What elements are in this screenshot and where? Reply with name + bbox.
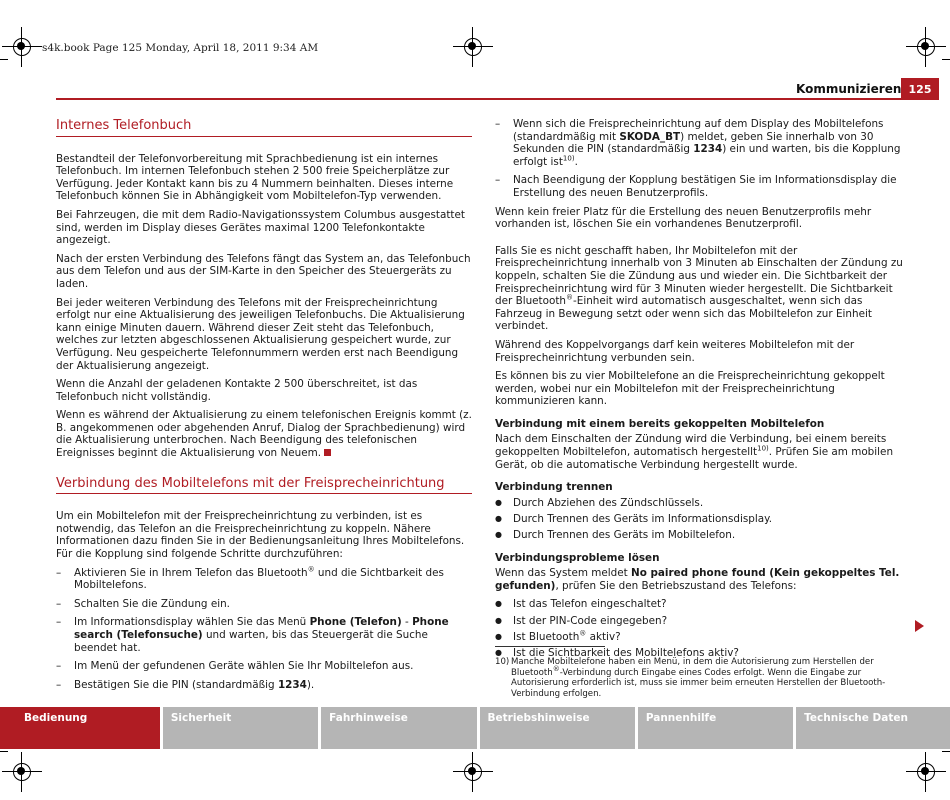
paragraph: Falls Sie es nicht geschafft haben, Ihr Mobiltelefon mit der Freisprecheinrichtung innerhalb von 3 Minuten ab Einschalten der Zündung zu koppeln, schalten Sie die Zündung aus und wieder ein. Die Sichtbarkeit der Freisprecheinrichtung wird für 3 Minuten wieder hergestellt. Die Sichtbarkeit der Bluetooth®-Einheit wird automatisch ausgeschaltet, wenn sich das Fahrzeug in Bewegung setzt oder wenn sich das Mobiltelefon zur Einheit verbindet.	[495, 244, 903, 333]
section-heading-phonebook: Internes Telefonbuch	[56, 120, 472, 137]
footnote-reference: 10)	[757, 444, 769, 453]
crop-mark-bottom-left	[2, 752, 42, 792]
crop-mark-bottom-center	[453, 752, 493, 792]
right-column	[495, 118, 912, 663]
list-item: ● Durch Trennen des Geräts im Mobiltelefon.	[495, 529, 912, 542]
list-item: ● Ist das Telefon eingeschaltet?	[495, 598, 912, 611]
step-list-continued	[495, 118, 912, 200]
list-item: – Aktivieren Sie in Ihrem Telefon das Bluetooth® und die Sichtbarkeit des Mobiltelefons.	[56, 567, 472, 592]
list-item: – Bestätigen Sie die PIN (standardmäßig 1234).	[56, 679, 472, 692]
list-item: ● Durch Abziehen des Zündschlüssels.	[495, 497, 912, 510]
trim-line	[942, 751, 950, 752]
list-item: ● Durch Trennen des Geräts im Informationsdisplay.	[495, 513, 912, 526]
paragraph: Es können bis zu vier Mobiltelefone an die Freisprecheinrichtung gekoppelt werden, wobei nur ein Mobiltelefon mit der Freisprecheinrichtung kommunizieren kann.	[495, 370, 885, 408]
footnote-rule	[495, 646, 605, 647]
list-item: – Nach Beendigung der Kopplung bestätigen Sie im Informationsdisplay die Erstellung des neuen Benutzerprofils.	[495, 174, 912, 199]
section-heading-connection: Verbindung des Mobiltelefons mit der Freisprecheinrichtung	[56, 478, 472, 495]
paragraph: Wenn es während der Aktualisierung zu einem telefonischen Ereignis kommt (z. B. angekommenen oder abgehenden Anruf, Dialog der Sprachbedienung) wird die Aktualisierung unterbrochen. Nach Beendigung des telefonischen Ereignisses beginnt die Aktualisierung von Neuem.	[56, 409, 472, 460]
tab-sicherheit[interactable]: Sicherheit	[163, 707, 318, 749]
trim-line	[0, 59, 8, 60]
crop-mark-top-left	[2, 27, 42, 67]
tab-fahrhinweise[interactable]: Fahrhinweise	[321, 707, 476, 749]
crop-mark-bottom-right	[906, 752, 946, 792]
paragraph: Wenn das System meldet No paired phone found (Kein gekoppeltes Tel. gefunden), prüfen Sie den Betriebszustand des Telefons:	[495, 567, 900, 592]
subheading: Verbindungsprobleme lösen	[495, 551, 660, 564]
crop-mark-top-right	[906, 27, 946, 67]
paragraph: Um ein Mobiltelefon mit der Freisprecheinrichtung zu verbinden, ist es notwendig, das Telefon an die Freisprecheinrichtung zu koppeln. Nähere Informationen dazu finden Sie in der Bedienungsanleitung Ihres Mobiltelefons. Für die Kopplung sind folgende Schritte durchzuführen:	[56, 510, 465, 561]
tab-bedienung[interactable]: Bedienung	[0, 707, 160, 749]
paragraph: Bei jeder weiteren Verbindung des Telefons mit der Freisprecheinrichtung erfolgt nur eine Aktualisierung des jeweiligen Telefonbuchs. Die Aktualisierung kann einige Minuten dauern. Während dieser Zeit steht das Telefonbuch, welches zur letzten abgeschlossenen Aktualisierung gespeichert wurde, zur Verfügung. Neu gespeicherte Telefonnummern werden erst nach Beendigung der Aktualisierung angezeigt.	[56, 296, 465, 372]
footnote-number: 10)	[495, 657, 510, 667]
list-item: – Schalten Sie die Zündung ein.	[56, 598, 472, 611]
list-item: ● Ist Bluetooth® aktiv?	[495, 631, 912, 644]
footnote	[495, 657, 913, 699]
page-number: 125	[901, 78, 939, 100]
list-item: ● Ist der PIN-Code eingegeben?	[495, 615, 912, 628]
tab-pannenhilfe[interactable]: Pannenhilfe	[638, 707, 793, 749]
paragraph: Nach dem Einschalten der Zündung wird die Verbindung, bei einem bereits gekoppelten Mobiltelefon, automatisch hergestellt$^{10)}$. Prüfen Sie am mobilen Gerät, ob die automatische Verbindung hergestellt wurde.	[495, 433, 894, 471]
list-item: – Im Menü der gefundenen Geräte wählen Sie Ihr Mobiltelefon aus.	[56, 660, 472, 673]
header-rule	[56, 98, 901, 100]
paragraph: Wenn kein freier Platz für die Erstellung des neuen Benutzerprofils mehr vorhanden ist, löschen Sie ein vorhandenes Benutzerprofil.	[495, 205, 872, 231]
list-item: – Wenn sich die Freisprecheinrichtung auf dem Display des Mobiltelefons (standardmäßig mit SKODA_BT) meldet, geben Sie innerhalb von 30 Sekunden die PIN (standardmäßig 1234) ein und warten, bis die Kopplung erfolgt ist$^{10)}$.	[495, 118, 912, 168]
tab-technische-daten[interactable]: Technische Daten	[796, 707, 950, 749]
continue-arrow-icon	[915, 620, 924, 632]
tab-betriebshinweise[interactable]: Betriebshinweise	[480, 707, 635, 749]
book-info-line: s4k.book Page 125 Monday, April 18, 2011 9:34 AM	[42, 42, 319, 54]
trim-line	[0, 751, 8, 752]
crop-mark-top-center	[453, 27, 493, 67]
step-list	[56, 567, 472, 692]
list-item: – Im Informationsdisplay wählen Sie das Menü Phone (Telefon) - Phone search (Telefonsuche) und warten, bis das Steuergerät die Suche beendet hat.	[56, 616, 472, 654]
list-item: ● Ist die Sichtbarkeit des Mobiltelefons aktiv?	[495, 647, 912, 660]
subheading: Verbindung mit einem bereits gekoppelten Mobiltelefon	[495, 417, 825, 430]
paragraph: Während des Koppelvorgangs darf kein weiteres Mobiltelefon mit der Freisprecheinrichtung verbunden sein.	[495, 338, 855, 364]
subheading: Verbindung trennen	[495, 481, 613, 494]
paragraph: Nach der ersten Verbindung des Telefons fängt das System an, das Telefonbuch aus dem Telefon und aus der SIM-Karte in den Speicher des Steuergeräts zu laden.	[56, 252, 471, 290]
bullet-list	[495, 598, 912, 659]
chapter-tabs	[0, 707, 950, 749]
footnote-reference: 10)	[562, 154, 575, 163]
section-end-icon	[324, 449, 331, 456]
paragraph: Wenn die Anzahl der geladenen Kontakte 2 500 überschreitet, ist das Telefonbuch nicht vollständig.	[56, 378, 418, 403]
running-header-title: Kommunizieren	[796, 82, 902, 96]
trim-line	[942, 59, 950, 60]
footnote-text: Manche Mobiltelefone haben ein Menü, in dem die Autorisierung zum Herstellen der Bluetooth®-Verbindung durch Eingabe eines Codes erfolgt. Wenn die Eingabe zur Autorisierung erforderlich ist, muss sie immer beim erneuten Herstellen der Bluetooth-Verbindung erfolgen.	[511, 657, 886, 699]
bullet-list	[495, 497, 912, 542]
paragraph: Bestandteil der Telefonvorbereitung mit Sprachbedienung ist ein internes Telefonbuch. Im internen Telefonbuch stehen 2 500 freie Speicherplätze zur Verfügung. Jeder Kontakt kann bis zu 4 Nummern beinhalten. Dieses interne Telefonbuch können Sie in Abhängigkeit vom Mobiltelefon-Typ verwenden.	[56, 152, 454, 203]
left-column	[56, 112, 472, 697]
paragraph: Bei Fahrzeugen, die mit dem Radio-Navigationssystem Columbus ausgestattet sind, werden im Display dieses Gerätes maximal 1200 Telefonkontakte angezeigt.	[56, 208, 465, 247]
